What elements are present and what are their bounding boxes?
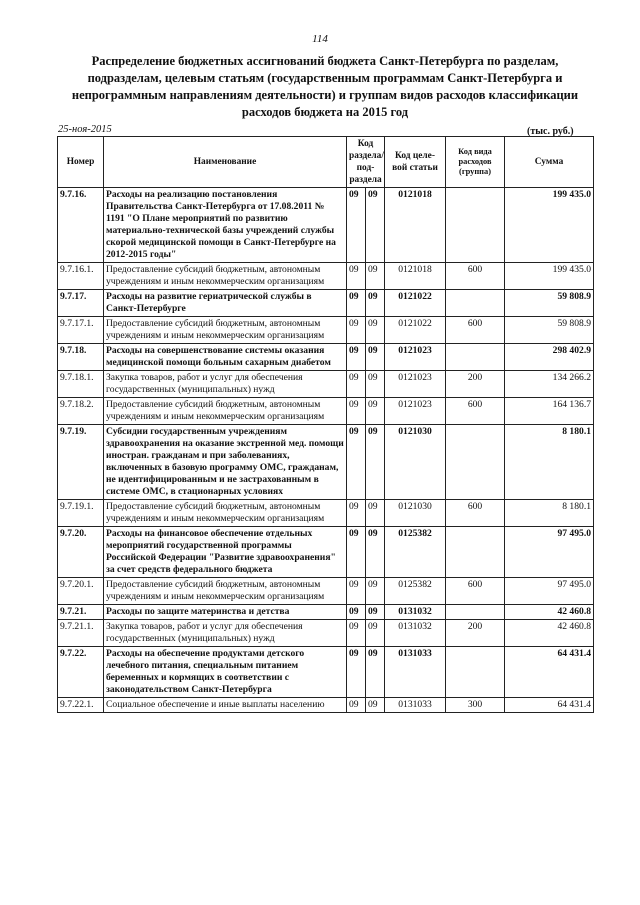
row-number: 9.7.16. xyxy=(58,188,104,263)
table-header-row xyxy=(58,137,594,188)
row-amount: 59 808.9 xyxy=(505,317,594,344)
row-section-code: 09 xyxy=(347,605,366,620)
table-row xyxy=(58,620,594,647)
row-number: 9.7.20. xyxy=(58,527,104,578)
row-expense-type: 600 xyxy=(446,578,505,605)
row-target-code: 0131033 xyxy=(385,698,446,713)
row-name: Расходы на обеспечение продуктами детского лечебного питания, специальным питанием беременных и кормящих в соответствии с законодательством Санкт-Петербурга xyxy=(104,647,347,698)
row-subsection-code: 09 xyxy=(366,647,385,698)
row-subsection-code: 09 xyxy=(366,290,385,317)
row-section-code: 09 xyxy=(347,344,366,371)
row-amount: 8 180.1 xyxy=(505,425,594,500)
header-name: Наименование xyxy=(104,137,347,188)
row-name: Расходы на реализацию постановления Правительства Санкт-Петербурга от 17.08.2011 № 1191 "О Плане мероприятий по развитию материально-технической базы учреждений службы скорой медицинской помощи в Санкт-Петербурге на 2012-2015 годы" xyxy=(104,188,347,263)
row-section-code: 09 xyxy=(347,398,366,425)
row-name: Предоставление субсидий бюджетным, автономным учреждениям и иным некоммерческим организациям xyxy=(104,578,347,605)
row-subsection-code: 09 xyxy=(366,527,385,578)
row-subsection-code: 09 xyxy=(366,371,385,398)
row-subsection-code: 09 xyxy=(366,317,385,344)
row-section-code: 09 xyxy=(347,317,366,344)
row-number: 9.7.18. xyxy=(58,344,104,371)
row-target-code: 0121022 xyxy=(385,290,446,317)
row-subsection-code: 09 xyxy=(366,500,385,527)
row-amount: 42 460.8 xyxy=(505,620,594,647)
row-subsection-code: 09 xyxy=(366,263,385,290)
row-number: 9.7.18.1. xyxy=(58,371,104,398)
row-expense-type: 600 xyxy=(446,317,505,344)
row-amount: 199 435.0 xyxy=(505,188,594,263)
table-row xyxy=(58,527,594,578)
row-section-code: 09 xyxy=(347,188,366,263)
row-section-code: 09 xyxy=(347,500,366,527)
row-subsection-code: 09 xyxy=(366,398,385,425)
budget-table xyxy=(57,136,594,713)
row-name: Расходы на развитие гериатрической службы в Санкт-Петербурге xyxy=(104,290,347,317)
row-expense-type xyxy=(446,527,505,578)
row-amount: 97 495.0 xyxy=(505,527,594,578)
row-expense-type xyxy=(446,425,505,500)
row-name: Расходы на совершенствование системы оказания медицинской помощи больным сахарным диабетом xyxy=(104,344,347,371)
row-number: 9.7.21. xyxy=(58,605,104,620)
row-section-code: 09 xyxy=(347,527,366,578)
row-target-code: 0125382 xyxy=(385,578,446,605)
row-subsection-code: 09 xyxy=(366,578,385,605)
row-section-code: 09 xyxy=(347,647,366,698)
header-target-code: Код целе- вой статьи xyxy=(385,137,446,188)
header-section-code: Код раздела/ под- раздела xyxy=(347,137,385,188)
row-target-code: 0131032 xyxy=(385,605,446,620)
row-number: 9.7.21.1. xyxy=(58,620,104,647)
table-row xyxy=(58,647,594,698)
row-amount: 97 495.0 xyxy=(505,578,594,605)
table-body xyxy=(58,188,594,713)
table-row xyxy=(58,578,594,605)
row-name: Предоставление субсидий бюджетным, автономным учреждениям и иным некоммерческим организациям xyxy=(104,263,347,290)
row-target-code: 0131033 xyxy=(385,647,446,698)
row-amount: 59 808.9 xyxy=(505,290,594,317)
row-name: Предоставление субсидий бюджетным, автономным учреждениям и иным некоммерческим организациям xyxy=(104,398,347,425)
row-number: 9.7.22. xyxy=(58,647,104,698)
row-section-code: 09 xyxy=(347,263,366,290)
row-number: 9.7.16.1. xyxy=(58,263,104,290)
row-target-code: 0121018 xyxy=(385,263,446,290)
row-expense-type: 200 xyxy=(446,620,505,647)
row-section-code: 09 xyxy=(347,290,366,317)
row-number: 9.7.19. xyxy=(58,425,104,500)
row-name: Расходы на финансовое обеспечение отдельных мероприятий государственной программы Российской Федерации "Развитие здравоохранения" за счет средств федерального бюджета xyxy=(104,527,347,578)
row-amount: 164 136.7 xyxy=(505,398,594,425)
row-amount: 64 431.4 xyxy=(505,698,594,713)
row-name: Закупка товаров, работ и услуг для обеспечения государственных (муниципальных) нужд xyxy=(104,620,347,647)
header-expense-type: Код вида расходов (группа) xyxy=(446,137,505,188)
row-expense-type: 600 xyxy=(446,263,505,290)
row-name: Закупка товаров, работ и услуг для обеспечения государственных (муниципальных) нужд xyxy=(104,371,347,398)
row-name: Предоставление субсидий бюджетным, автономным учреждениям и иным некоммерческим организациям xyxy=(104,500,347,527)
row-expense-type: 200 xyxy=(446,371,505,398)
row-expense-type xyxy=(446,605,505,620)
row-target-code: 0121023 xyxy=(385,371,446,398)
row-amount: 64 431.4 xyxy=(505,647,594,698)
row-subsection-code: 09 xyxy=(366,188,385,263)
row-number: 9.7.18.2. xyxy=(58,398,104,425)
document-title: Распределение бюджетных ассигнований бюджета Санкт-Петербурга по разделам, подразделам, целевым статьям (государственным программам Санкт-Петербурга и непрограммным направлениям деятельности) и группам видов расходов классификации расходов бюджета на 2015 год xyxy=(71,54,579,119)
row-section-code: 09 xyxy=(347,371,366,398)
row-name: Социальное обеспечение и иные выплаты населению xyxy=(104,698,347,713)
row-target-code: 0125382 xyxy=(385,527,446,578)
row-amount: 298 402.9 xyxy=(505,344,594,371)
row-expense-type: 600 xyxy=(446,398,505,425)
row-name: Субсидии государственным учреждениям здравоохранения на оказание экстренной мед. помощи иностран. гражданам и при заболеваниях, включенных в базовую программу ОМС, гражданам, не идентифицированным и не застрахованным в системе ОМС, в стационарных условиях xyxy=(104,425,347,500)
row-number: 9.7.17. xyxy=(58,290,104,317)
row-amount: 134 266.2 xyxy=(505,371,594,398)
table-row xyxy=(58,263,594,290)
row-subsection-code: 09 xyxy=(366,344,385,371)
row-section-code: 09 xyxy=(347,620,366,647)
row-section-code: 09 xyxy=(347,425,366,500)
row-subsection-code: 09 xyxy=(366,698,385,713)
row-expense-type: 600 xyxy=(446,500,505,527)
table-row xyxy=(58,344,594,371)
row-expense-type xyxy=(446,647,505,698)
row-target-code: 0121023 xyxy=(385,398,446,425)
table-row xyxy=(58,425,594,500)
row-expense-type: 300 xyxy=(446,698,505,713)
header-amount: Сумма xyxy=(505,137,594,188)
table-row xyxy=(58,371,594,398)
document-date: 25-ноя-2015 xyxy=(58,124,112,135)
table-row xyxy=(58,188,594,263)
row-subsection-code: 09 xyxy=(366,620,385,647)
table-row xyxy=(58,500,594,527)
row-target-code: 0121018 xyxy=(385,188,446,263)
units-label: (тыс. руб.) xyxy=(527,126,574,137)
table-row xyxy=(58,317,594,344)
row-amount: 199 435.0 xyxy=(505,263,594,290)
table-row xyxy=(58,398,594,425)
page-number: 114 xyxy=(312,33,328,45)
row-target-code: 0131032 xyxy=(385,620,446,647)
row-name: Расходы по защите материнства и детства xyxy=(104,605,347,620)
row-expense-type xyxy=(446,344,505,371)
row-name: Предоставление субсидий бюджетным, автономным учреждениям и иным некоммерческим организациям xyxy=(104,317,347,344)
row-amount: 42 460.8 xyxy=(505,605,594,620)
row-expense-type xyxy=(446,188,505,263)
row-target-code: 0121022 xyxy=(385,317,446,344)
table-row xyxy=(58,605,594,620)
header-number: Номер xyxy=(58,137,104,188)
row-number: 9.7.19.1. xyxy=(58,500,104,527)
row-number: 9.7.17.1. xyxy=(58,317,104,344)
row-subsection-code: 09 xyxy=(366,605,385,620)
row-expense-type xyxy=(446,290,505,317)
row-number: 9.7.22.1. xyxy=(58,698,104,713)
table-row xyxy=(58,698,594,713)
row-subsection-code: 09 xyxy=(366,425,385,500)
row-number: 9.7.20.1. xyxy=(58,578,104,605)
row-target-code: 0121030 xyxy=(385,425,446,500)
row-target-code: 0121023 xyxy=(385,344,446,371)
row-target-code: 0121030 xyxy=(385,500,446,527)
row-amount: 8 180.1 xyxy=(505,500,594,527)
row-section-code: 09 xyxy=(347,578,366,605)
table-row xyxy=(58,290,594,317)
row-section-code: 09 xyxy=(347,698,366,713)
